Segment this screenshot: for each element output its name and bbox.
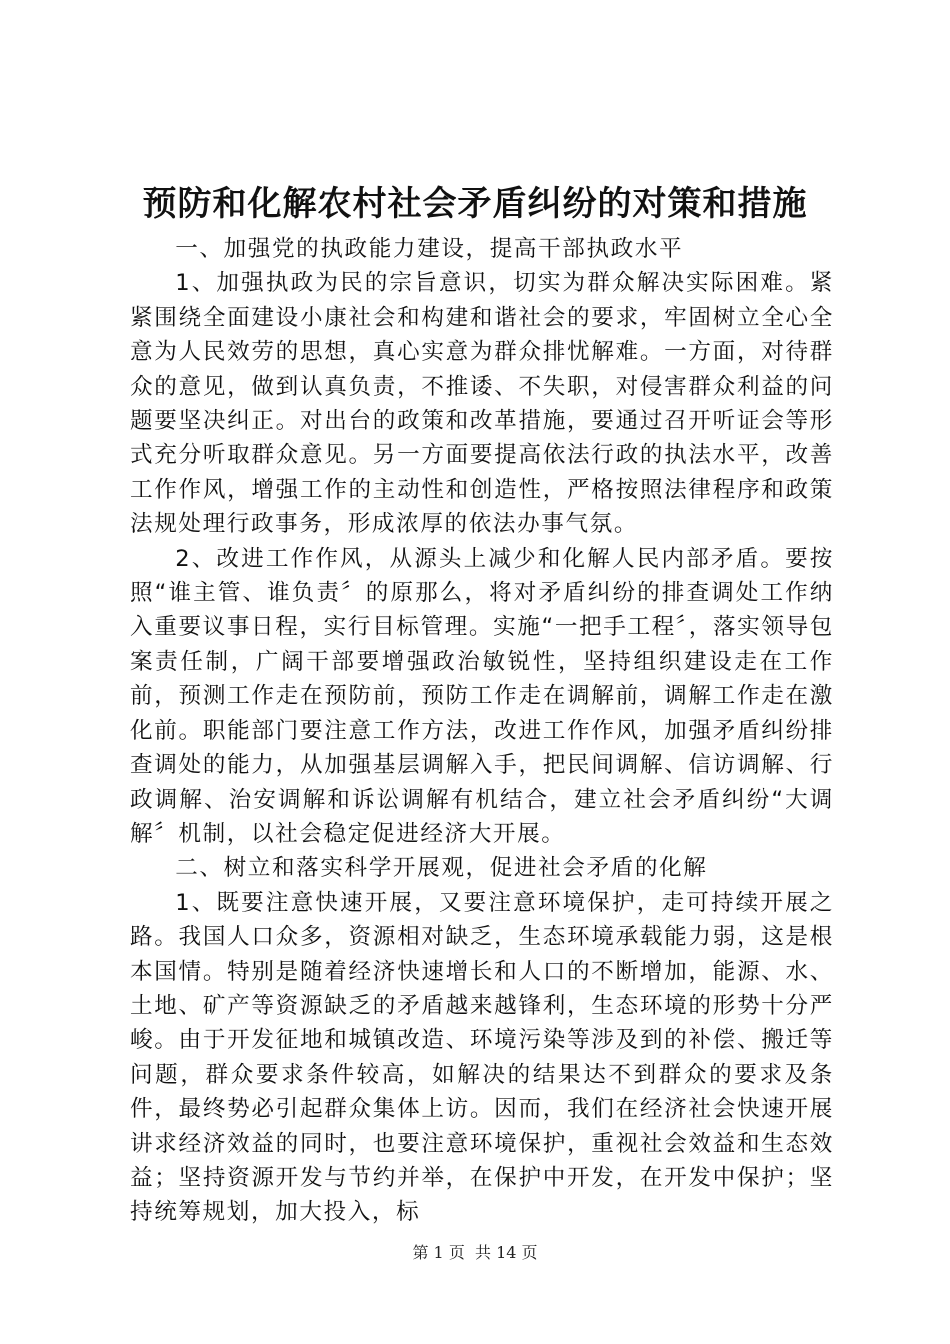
paragraph: 1、既要注意快速开展，又要注意环境保护，走可持续开展之路。我国人口众多，资源相对缺乏，生态环境承载能力弱，这是根本国情。特别是随着经济快速增长和人口的不断增加，能源、水、土地、矿产等资源缺乏的矛盾越来越锋利，生态环境的形势十分严峻。由于开发征地和城镇改造、环境污染等涉及到的补偿、搬迁等问题，群众要求条件较高，如解决的结果达不到群众的要求及条件，最终势必引起群众集体上访。因而，我们在经济社会快速开展讲求经济效益的同时，也要注意环境保护，重视社会效益和生态效益；坚持资源开发与节约并举，在保护中开发，在开发中保护；坚持统筹规划，加大投入，标 (130, 889, 834, 1226)
page-number-label: 第 1 页 共 14 页 (412, 1243, 538, 1262)
page-footer (0, 1243, 950, 1263)
paragraph: 1、加强执政为民的宗旨意识，切实为群众解决实际困难。紧紧围绕全面建设小康社会和构建和谐社会的要求，牢固树立全心全意为人民效劳的思想，真心实意为群众排忧解难。一方面，对待群众的意见，做到认真负责，不推诿、不失职，对侵害群众利益的问题要坚决纠正。对出台的政策和改革措施，要通过召开听证会等形式充分听取群众意见。另一方面要提高依法行政的执法水平，改善工作作风，增强工作的主动性和创造性，严格按照法律程序和政策法规处理行政事务，形成浓厚的依法办事气氛。 (130, 270, 834, 538)
document-title: 预防和化解农村社会矛盾纠纷的对策和措施 (142, 184, 808, 224)
paragraph: 2、改进工作作风，从源头上减少和化解人民内部矛盾。要按照“谁主管、谁负责〞的原那么，将对矛盾纠纷的排查调处工作纳入重要议事日程，实行目标管理。实施“一把手工程〞，落实领导包案责任制，广阔干部要增强政治敏锐性，坚持组织建设走在工作前，预测工作走在预防前，预防工作走在调解前，调解工作走在激化前。职能部门要注意工作方法，改进工作作风，加强矛盾纠纷排查调处的能力，从加强基层调解入手，把民间调解、信访调解、行政调解、治安调解和诉讼调解有机结合，建立社会矛盾纠纷“大调解〞机制，以社会稳定促进经济大开展。 (130, 545, 834, 847)
section-heading-1: 一、加强党的执政能力建设，提高干部执政水平 (175, 236, 684, 262)
section-heading-2: 二、树立和落实科学开展观，促进社会矛盾的化解 (175, 855, 708, 882)
document-body (130, 232, 834, 1230)
